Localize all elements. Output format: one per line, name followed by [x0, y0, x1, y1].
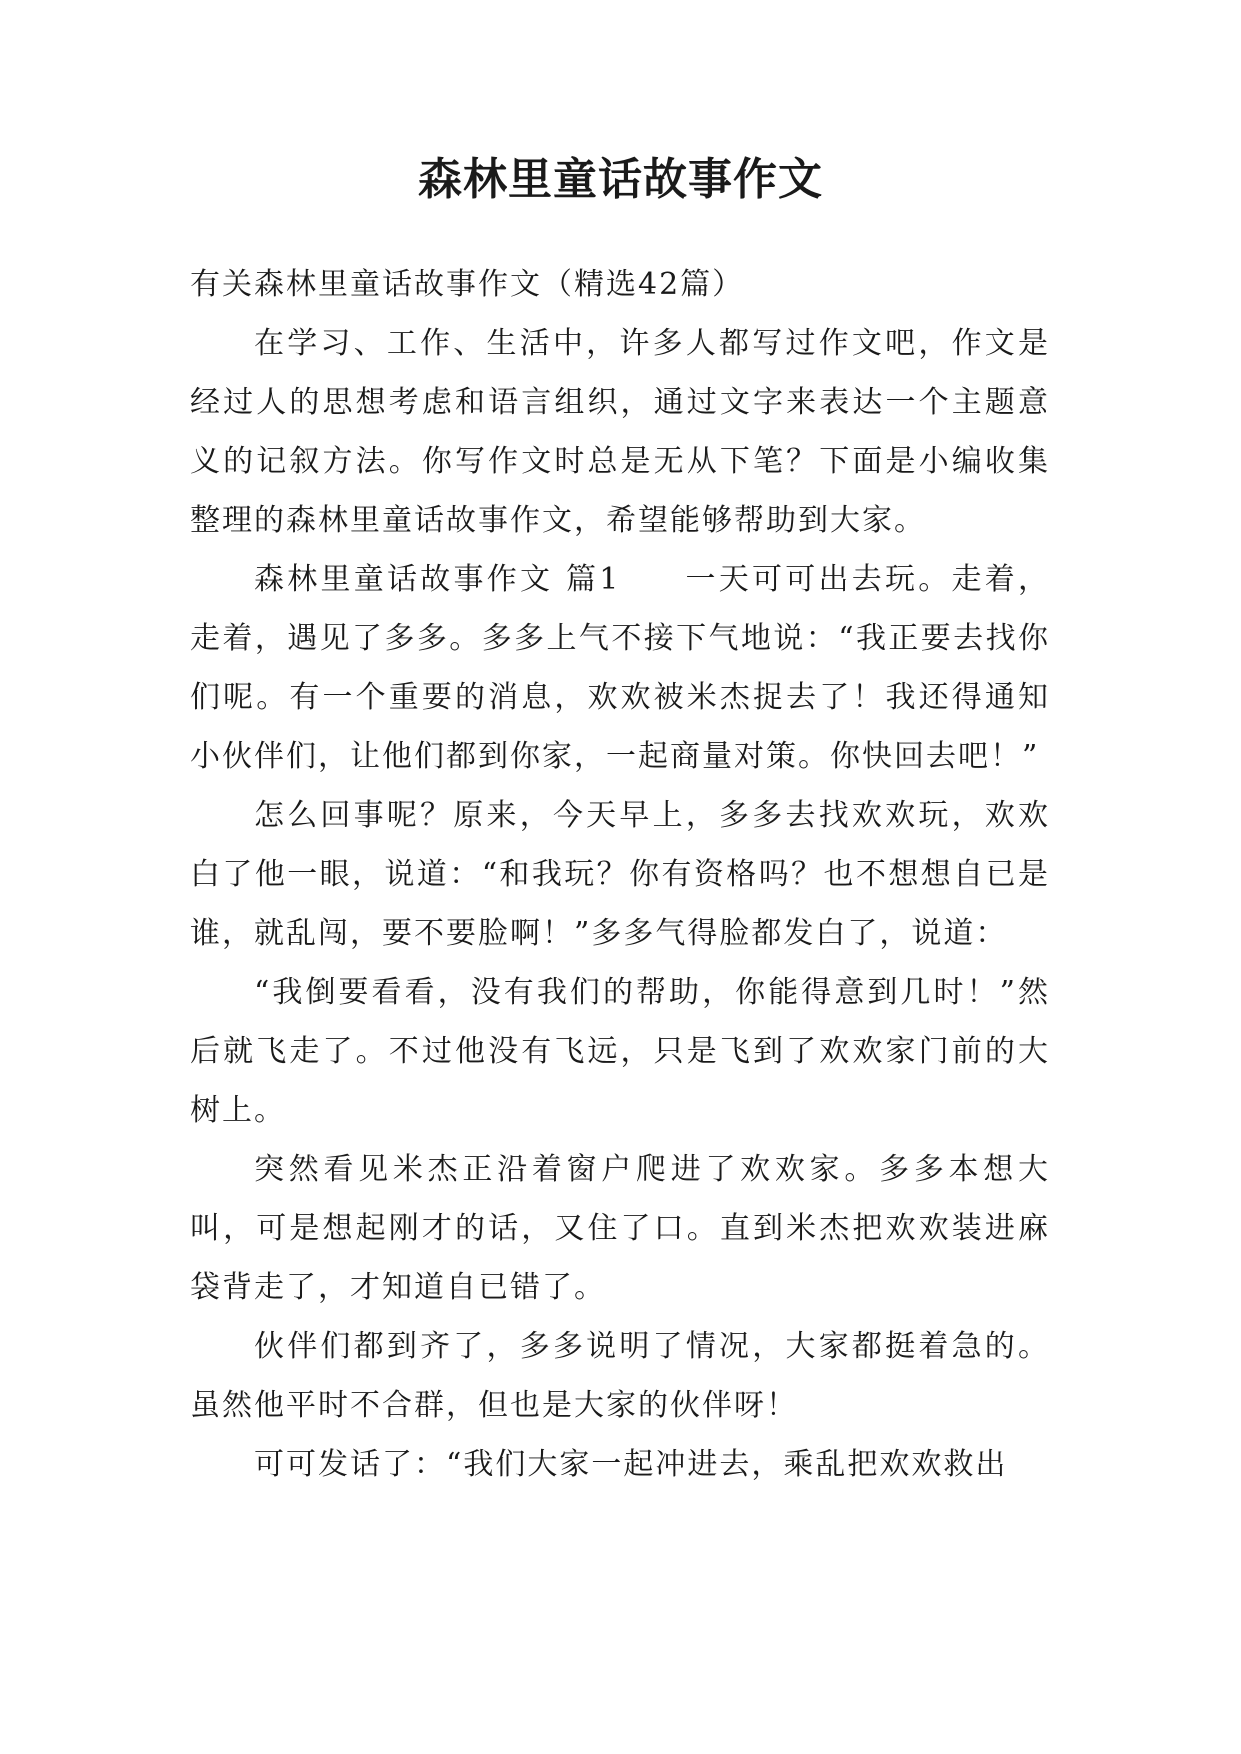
story-paragraph-5: 伙伴们都到齐了，多多说明了情况，大家都挺着急的。虽然他平时不合群，但也是大家的伙伴呀！: [190, 1329, 1050, 1423]
section-paragraph: [190, 550, 1050, 786]
story-paragraph-4: 突然看见米杰正沿着窗户爬进了欢欢家。多多本想大叫，可是想起刚才的话，又住了口。直到米杰把欢欢装进麻袋背走了，才知道自已错了。: [190, 1152, 1050, 1305]
section-heading: 森林里童话故事作文 篇1: [254, 562, 621, 597]
intro-paragraph: 在学习、工作、生活中，许多人都写过作文吧，作文是经过人的思想考虑和语言组织，通过文字来表达一个主题意义的记叙方法。你写作文时总是无从下笔？下面是小编收集整理的森林里童话故事作文，希望能够帮助到大家。: [190, 326, 1050, 538]
story-paragraph-2: 怎么回事呢？原来，今天早上，多多去找欢欢玩，欢欢白了他一眼，说道：“和我玩？你有资格吗？也不想想自已是谁，就乱闯，要不要脸啊！”多多气得脸都发白了，说道：: [190, 798, 1050, 951]
document-body: [190, 255, 1050, 1494]
story-paragraph-6: 可可发话了：“我们大家一起冲进去，乘乱把欢欢救出: [254, 1447, 1008, 1482]
document-title: 森林里童话故事作文: [418, 154, 823, 205]
document-subtitle: 有关森林里童话故事作文（精选42篇）: [190, 267, 745, 302]
story-paragraph-3: “我倒要看看，没有我们的帮助，你能得意到几时！”然后就飞走了。不过他没有飞远，只是飞到了欢欢家门前的大树上。: [190, 975, 1050, 1128]
section-first-paragraph: 一天可可出去玩。走着，走着，遇见了多多。多多上气不接下气地说：“我正要去找你们呢。有一个重要的消息，欢欢被米杰捉去了！我还得通知小伙伴们，让他们都到你家，一起商量对策。你快回去吧！”: [190, 562, 1050, 774]
